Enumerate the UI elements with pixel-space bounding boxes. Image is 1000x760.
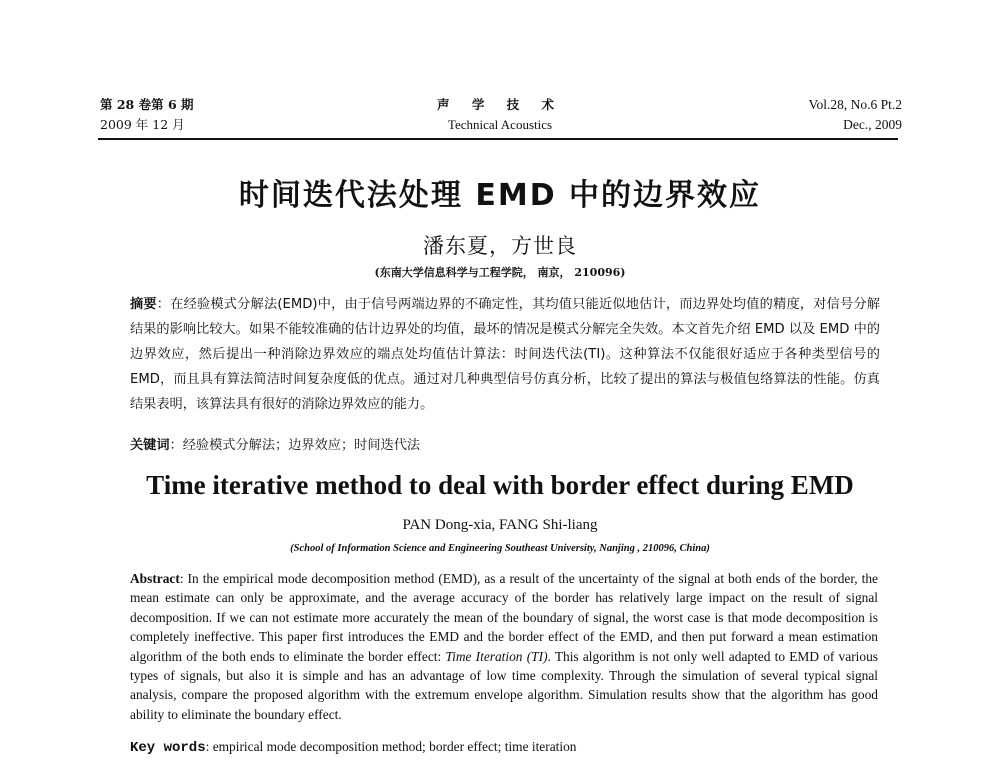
journal-date-en: Dec., 2009 [843, 117, 902, 132]
journal-name-cn: 声 学 技 术 [436, 97, 564, 112]
authors-english: PAN Dong-xia, FANG Shi-liang [402, 517, 598, 533]
affiliation-chinese: (东南大学信息科学与工程学院， 南京， 210096) [374, 266, 626, 279]
journal-volume: 第 28 卷第 6 期 [100, 97, 194, 112]
abstract-chinese [130, 292, 880, 417]
title-english: Time iterative method to deal with border effect during EMD [146, 470, 854, 500]
journal-date-cn: 2009 年 12 月 [100, 117, 185, 132]
abstract-english [130, 569, 878, 724]
keywords-label-en: Key words [130, 740, 206, 756]
abstract-text-cn: ：在经验模式分解法(EMD)中，由于信号两端边界的不确定性，其均值只能近似地估计，而边界处均值的精度，对信号分解结果的影响比较大。如果不能较准确的估计边界处的均值，最坏的情况是模式分解完全失效。本文首先介绍 EMD 以及 EMD 中的边界效应，然后提出一种消除边界效应的端点处均值估计算法：时间迭代法(TI)。这种算法不仅能很好适应于各种类型信号的 EMD，而且具有算法简洁时间复杂度低的优点。通过对几种典型信号仿真分析，比较了提出的算法与极值包络算法的性能。仿真结果表明，该算法具有很好的消除边界效应的能力。 [130, 297, 881, 412]
abstract-italic-term: Time Iteration (TI) [445, 648, 548, 664]
abstract-text-en: : In the empirical mode decomposition method (EMD), as a result of the uncertainty of the signal at both ends of the border, the mean estimate can only be approximate, and the average accuracy of the border has relatively large impact on the result of signal decomposition. If we can not estimate more accurately the mean of the boundary of signal, the worst case is that mode decomposition is completely ineffective. This paper first introduces the EMD and the border effect of the EMD, and then put forward a mean estimation algorithm of the both ends to eliminate the border effect: [130, 571, 878, 664]
keywords-label-cn: 关键词 [130, 438, 170, 453]
affiliation-english: (School of Information Science and Engineering Southeast University, Nanjing , 210096, China) [290, 543, 710, 554]
keywords-text-cn: ：经验模式分解法；边界效应；时间迭代法 [169, 438, 421, 453]
title-chinese: 时间迭代法处理 EMD 中的边界效应 [238, 178, 762, 213]
keywords-text-en: : empirical mode decomposition method; border effect; time iteration [205, 739, 577, 754]
abstract-text-en-2: . This algorithm is not only well adapted to EMD of various types of signals, but also it is simple and has an advantage of low time complexity. Through the simulation of several typical signal analysis, compare the proposed algorithm with the extremum envelope algorithm. Simulation results show that the algorithm has good ability to eliminate the boundary effect. [130, 648, 878, 722]
keywords-chinese [130, 433, 880, 458]
abstract-label-en: Abstract [130, 571, 180, 586]
keywords-english [130, 737, 878, 758]
abstract-label-cn: 摘要 [130, 297, 157, 312]
journal-name-en: Technical Acoustics [447, 117, 553, 132]
journal-volume-number: Vol.28, No.6 Pt.2 [808, 97, 902, 112]
authors-chinese: 潘东夏，方世良 [423, 234, 577, 258]
journal-volume-en [808, 95, 902, 135]
header-divider [98, 138, 898, 140]
